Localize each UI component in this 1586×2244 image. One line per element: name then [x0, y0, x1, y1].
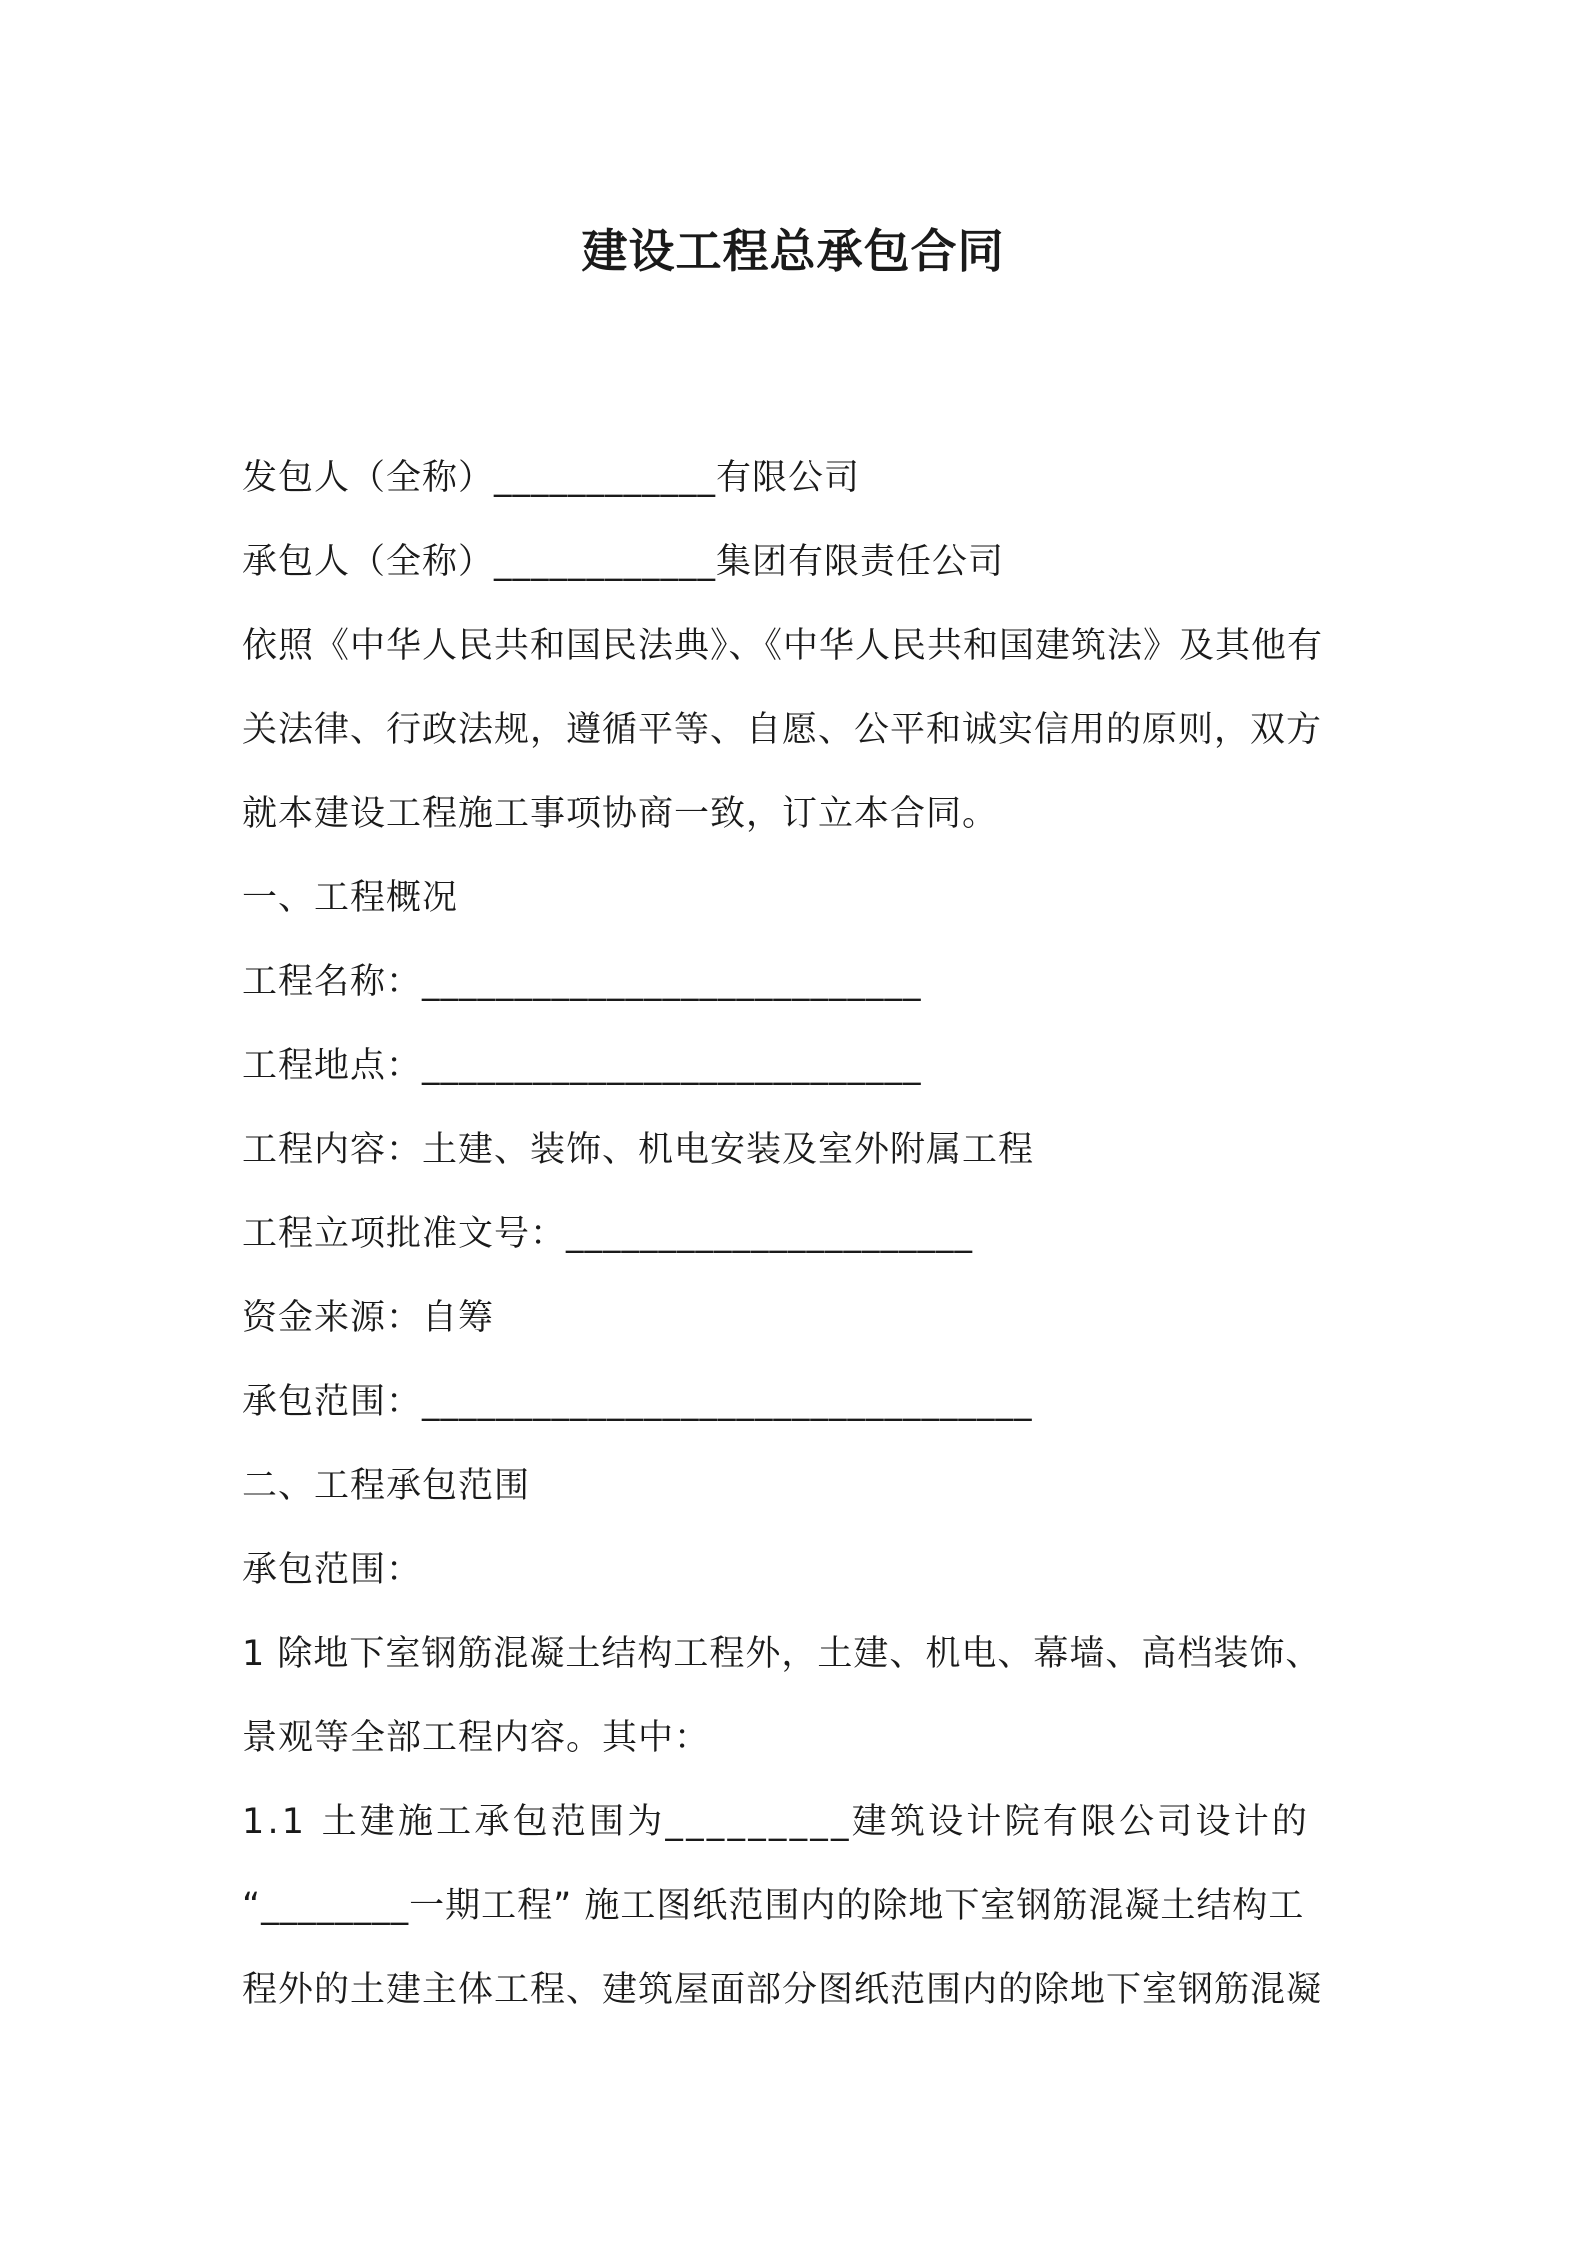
project-content-line: 工程内容：土建、装饰、机电安装及室外附属工程 — [242, 1130, 1035, 1170]
scope-item-line: “________一期工程” 施工图纸范围内的除地下室钢筋混凝土结构工 — [242, 1886, 1305, 1926]
preamble-line: 关法律、行政法规，遵循平等、自愿、公平和诚实信用的原则，双方 — [242, 710, 1323, 750]
preamble-line: 就本建设工程施工事项协商一致，订立本合同。 — [242, 794, 999, 834]
contract-scope-line: 承包范围：_________________________________ — [242, 1382, 1033, 1422]
scope-item-line: 景观等全部工程内容。其中： — [242, 1718, 711, 1758]
party-a-line: 发包人（全称）____________有限公司 — [242, 458, 861, 498]
funding-source-line: 资金来源：自筹 — [242, 1298, 495, 1338]
party-b-line: 承包人（全称）____________集团有限责任公司 — [242, 542, 1005, 582]
scope-item-line: 程外的土建主体工程、建筑屋面部分图纸范围内的除地下室钢筋混凝 — [242, 1970, 1323, 2010]
preamble-line: 依照《中华人民共和国民法典》、《中华人民共和国建筑法》及其他有 — [242, 626, 1324, 666]
project-location-line: 工程地点：___________________________ — [242, 1046, 922, 1086]
section-heading: 一、工程概况 — [242, 878, 459, 918]
project-name-line: 工程名称：___________________________ — [242, 962, 922, 1002]
approval-number-line: 工程立项批准文号：______________________ — [242, 1214, 974, 1254]
document-title: 建设工程总承包合同 — [581, 224, 1005, 278]
section-heading: 二、工程承包范围 — [242, 1466, 531, 1506]
scope-item-line: 1.1 土建施工承包范围为_________建筑设计院有限公司设计的 — [242, 1802, 1311, 1842]
scope-label-line: 承包范围： — [242, 1550, 423, 1590]
scope-item-line: 1 除地下室钢筋混凝土结构工程外，土建、机电、幕墙、高档装饰、 — [242, 1634, 1322, 1674]
